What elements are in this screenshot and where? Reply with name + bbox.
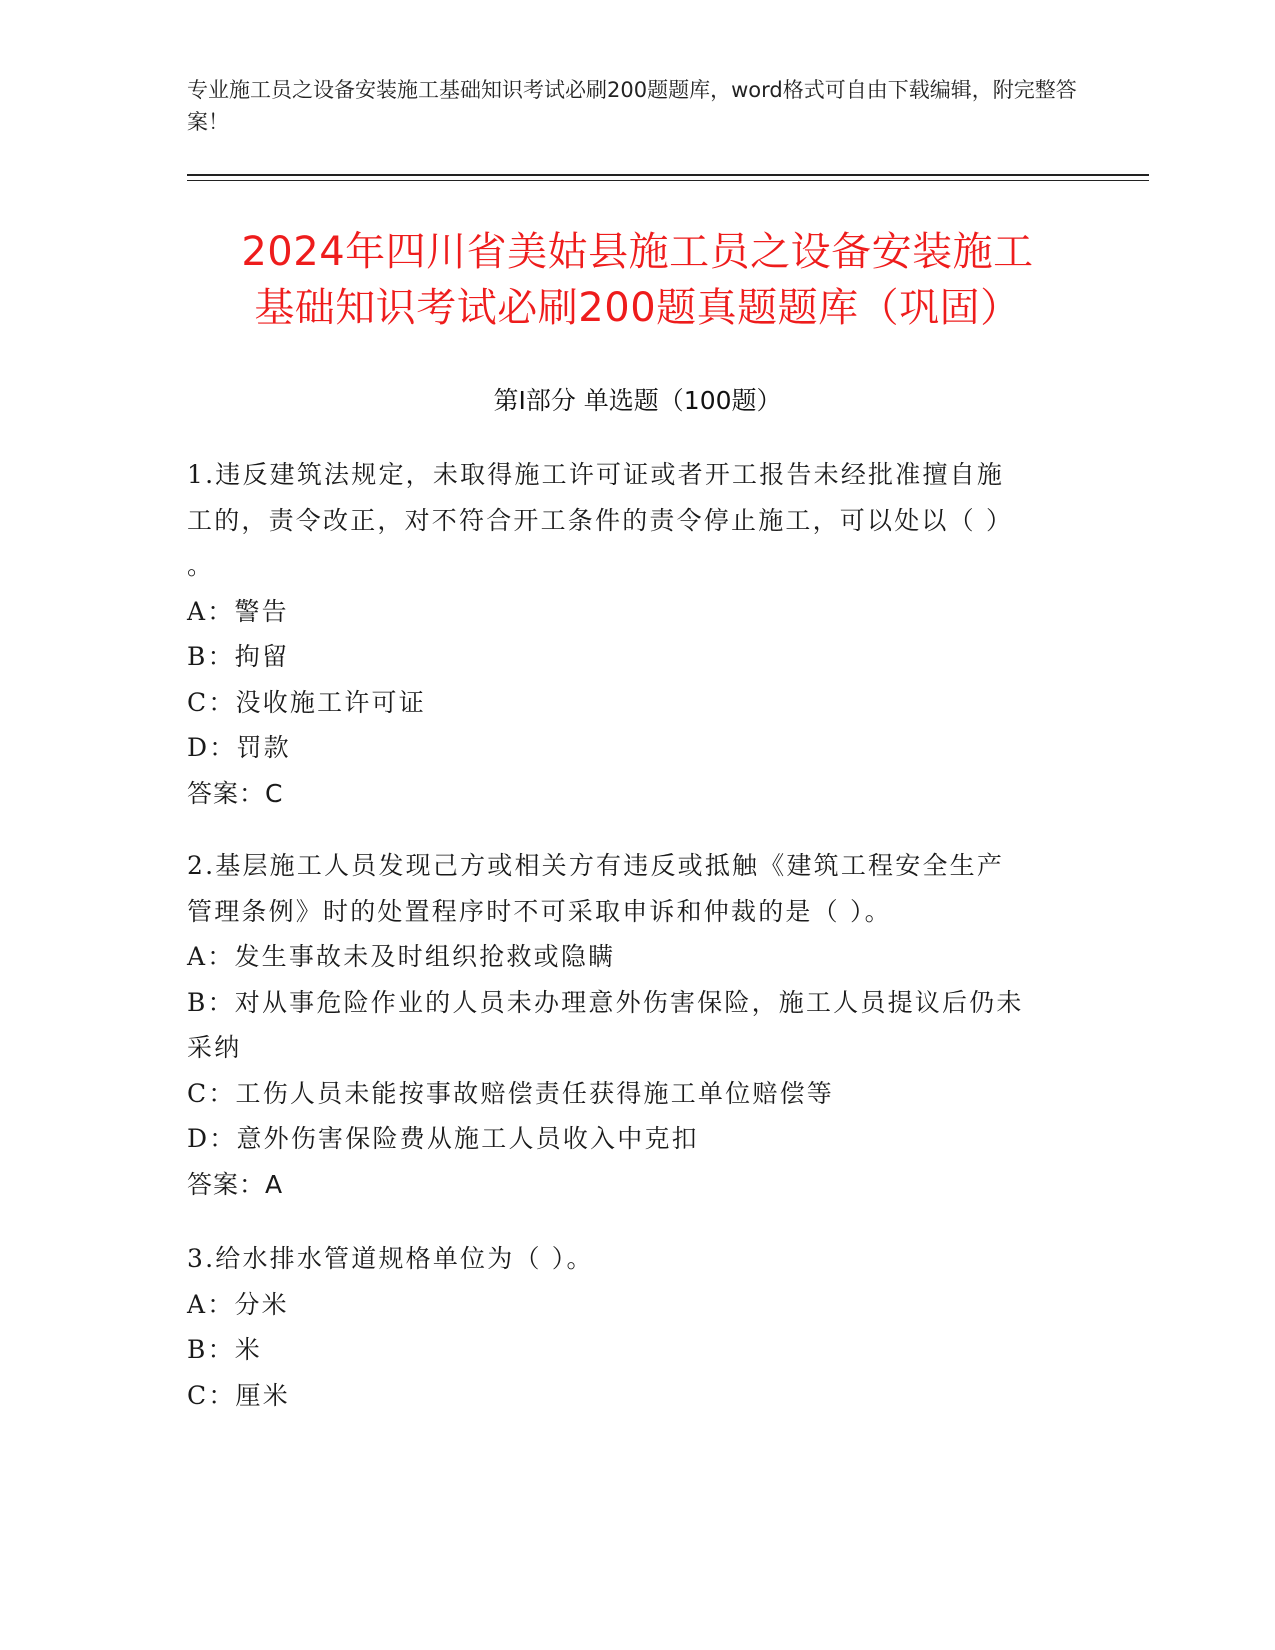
question-3	[187, 1236, 1067, 1418]
header-divider-thick	[187, 174, 1149, 176]
question-1-option-c: C：没收施工许可证	[187, 687, 426, 717]
question-2-answer: 答案：A	[187, 1169, 284, 1199]
question-1-answer: 答案：C	[187, 778, 284, 808]
question-1-option-d: D：罚款	[187, 733, 291, 762]
question-1-stem-line: 。	[187, 551, 215, 580]
question-2-option-c: C：工伤人员未能按事故赔偿责任获得施工单位赔偿等	[187, 1078, 834, 1108]
question-2-option-a: A：发生事故未及时组织抢救或隐瞒	[187, 942, 616, 971]
section-heading: 第Ⅰ部分 单选题（100题）	[493, 386, 782, 415]
question-2-option-b: B：对从事危险作业的人员未办理意外伤害保险，施工人员提议后仍未	[187, 987, 1024, 1017]
question-3-option-c: C：厘米	[187, 1380, 290, 1410]
header-divider-thin	[187, 180, 1149, 181]
document-title	[150, 224, 1125, 336]
question-3-option-a: A：分米	[187, 1289, 289, 1319]
question-2	[187, 843, 1067, 1207]
question-2-stem-line: 2.基层施工人员发现己方或相关方有违反或抵触《建筑工程安全生产	[187, 851, 1005, 880]
question-2-option-d: D：意外伤害保险费从施工人员收入中克扣	[187, 1124, 699, 1153]
question-1-option-b: B：拘留	[187, 642, 290, 671]
question-1	[187, 452, 1067, 816]
question-1-option-a: A：警告	[187, 596, 289, 626]
question-2-option-b-continued: 采纳	[187, 1033, 242, 1062]
question-3-stem-line: 3.给水排水管道规格单位为（ ）。	[187, 1244, 594, 1273]
question-2-stem-line: 管理条例》时的处置程序时不可采取申诉和仲裁的是（ ）。	[187, 896, 892, 926]
question-1-stem-line: 工的，责令改正，对不符合开工条件的责令停止施工，可以处以（ ）	[187, 505, 1014, 535]
header-note: 专业施工员之设备安装施工基础知识考试必刷200题题库，word格式可自由下载编辑，附完整答案！	[187, 78, 1077, 134]
question-3-option-b: B：米	[187, 1335, 262, 1364]
question-1-stem-line: 1.违反建筑法规定，未取得施工许可证或者开工报告未经批准擅自施	[187, 460, 1005, 489]
title-line-1: 2024年四川省美姑县施工员之设备安装施工	[241, 229, 1034, 275]
title-line-2: 基础知识考试必刷200题真题题库（巩固）	[254, 285, 1021, 331]
